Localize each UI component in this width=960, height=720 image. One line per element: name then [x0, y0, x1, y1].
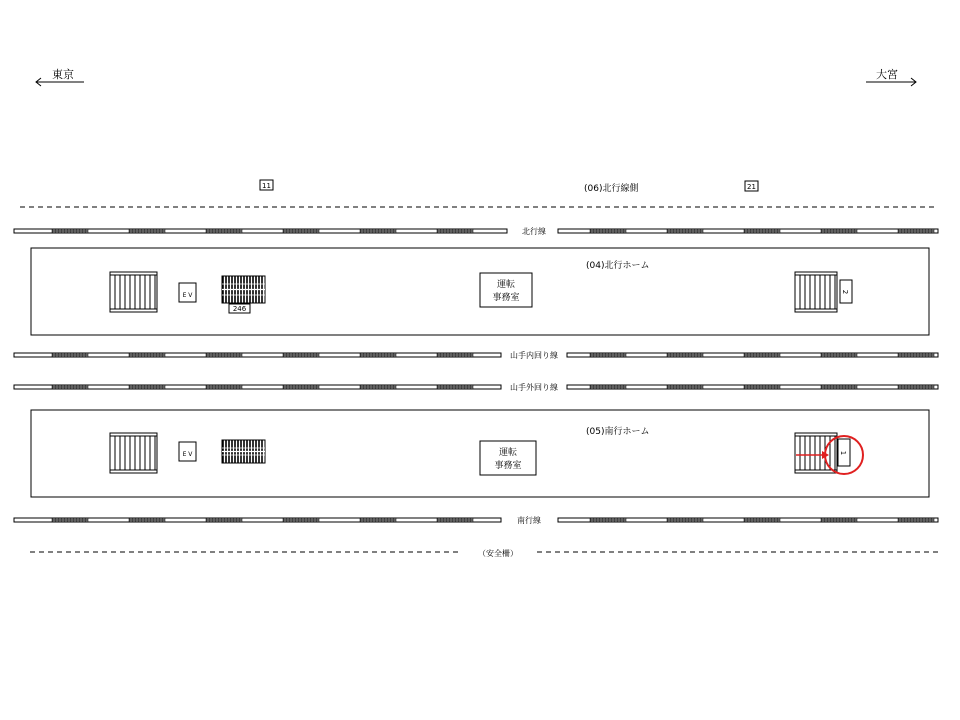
track-yamanote-outer [14, 382, 938, 392]
track-block [744, 518, 780, 522]
track-block [898, 385, 934, 389]
marker-21-label: 21 [747, 183, 756, 191]
track-yamanote-inner [14, 350, 938, 360]
track-block [360, 518, 396, 522]
north-escalator-tag-label: 246 [232, 305, 247, 313]
track-block [898, 518, 934, 522]
south-stair-number: 1 [839, 450, 847, 456]
south-platform-label: (05)南行ホーム [586, 427, 650, 437]
track-block [437, 385, 473, 389]
track-block [437, 229, 473, 233]
track-block [52, 385, 88, 389]
track-block [129, 353, 165, 357]
north-stair-number-box [840, 280, 852, 303]
safety-fence [30, 548, 942, 558]
track-block [821, 353, 857, 357]
track-north-label: 北行線 [522, 227, 546, 236]
north-side-label: (06)北行線側 [584, 184, 639, 194]
south-platform [31, 410, 929, 497]
track-block [667, 353, 703, 357]
track-block [52, 518, 88, 522]
direction-omiya-label: 大宮 [876, 68, 898, 81]
track-block [283, 353, 319, 357]
track-block [283, 229, 319, 233]
south-stairs-right [795, 433, 837, 473]
track-block [821, 229, 857, 233]
track-block [590, 353, 626, 357]
track-block [129, 229, 165, 233]
marker-11-label: 11 [262, 182, 271, 190]
track-block [129, 385, 165, 389]
track-block [206, 385, 242, 389]
track-block [52, 353, 88, 357]
north-stairs-left [110, 272, 157, 312]
marker-11 [260, 180, 273, 190]
track-block [667, 518, 703, 522]
track-block [667, 385, 703, 389]
stair-frame [795, 433, 837, 473]
north-elevator [179, 283, 196, 302]
track-block [590, 229, 626, 233]
south-escalator [222, 440, 265, 463]
track-yamanote-inner-label: 山手内回り線 [510, 351, 558, 360]
south-office-line1: 運転 [498, 448, 518, 458]
north-stairs-right [795, 272, 837, 312]
track-block [206, 353, 242, 357]
direction-omiya [866, 67, 916, 86]
stair-frame [795, 272, 837, 312]
direction-tokyo [36, 67, 84, 86]
track-block [360, 385, 396, 389]
track-yamanote-outer-label: 山手外回り線 [510, 383, 558, 392]
south-stairs-left [110, 433, 157, 473]
track-block [283, 518, 319, 522]
track-block [898, 353, 934, 357]
track-block [744, 353, 780, 357]
track-block [821, 518, 857, 522]
track-block [437, 353, 473, 357]
north-office [480, 273, 532, 307]
south-office [480, 441, 536, 475]
track-block [744, 229, 780, 233]
track-block [744, 385, 780, 389]
track-south-label: 南行線 [517, 516, 541, 525]
track-block [821, 385, 857, 389]
track-block [590, 518, 626, 522]
track-block [206, 518, 242, 522]
north-escalator [222, 276, 265, 303]
track-south-line [14, 515, 938, 525]
track-block [206, 229, 242, 233]
track-block [360, 229, 396, 233]
north-elevator-label: E V [182, 292, 193, 299]
track-block [898, 229, 934, 233]
track-block [129, 518, 165, 522]
track-block [283, 385, 319, 389]
track-block [52, 229, 88, 233]
north-platform-label: (04)北行ホーム [586, 261, 650, 271]
north-office-line2: 事務室 [492, 293, 520, 303]
track-block [667, 229, 703, 233]
direction-tokyo-label: 東京 [52, 68, 74, 81]
track-block [590, 385, 626, 389]
safety-fence-label: （安全柵） [478, 549, 518, 558]
south-office-line2: 事務室 [494, 461, 522, 471]
track-block [360, 353, 396, 357]
south-stair-number-box [838, 439, 850, 466]
north-platform [31, 248, 929, 335]
marker-21 [745, 181, 758, 191]
track-north-line [14, 226, 938, 236]
north-escalator-tag [229, 304, 250, 313]
north-stair-number: 2 [841, 289, 849, 295]
south-elevator-label: E V [182, 451, 193, 458]
north-office-line1: 運転 [496, 280, 516, 290]
south-elevator [179, 442, 196, 461]
track-block [437, 518, 473, 522]
